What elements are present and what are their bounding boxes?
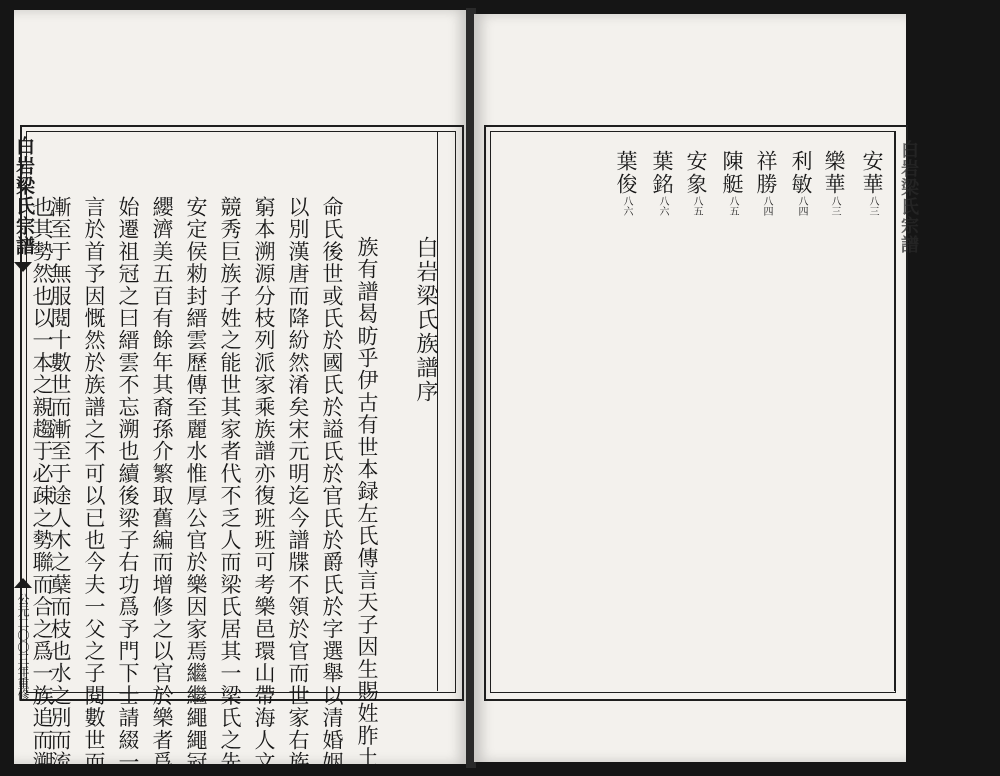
lineage-entry: 葉俊八六 bbox=[614, 150, 638, 216]
right-banner-divider bbox=[894, 131, 895, 691]
preface-title-divider bbox=[437, 131, 438, 691]
preface-column-7: 纓濟美五百有餘年其裔孫介繁取舊編而增修之以官於樂者爲 bbox=[150, 196, 174, 774]
lineage-entry: 陳艇八五 bbox=[720, 150, 744, 216]
lineage-entry: 安華八三 bbox=[860, 150, 884, 216]
lineage-entry: 葉銘八六 bbox=[650, 150, 674, 216]
right-genealogy-banner: 白岩梁氏宗譜 bbox=[898, 140, 919, 254]
preface-column-10: 漸至于無服閱十數世而漸至于途人木之蘖而枝也水之別而流 bbox=[48, 196, 72, 774]
lineage-entry: 樂華八三 bbox=[822, 150, 846, 216]
lineage-entry: 安象八五 bbox=[684, 150, 708, 216]
preface-column-5: 競秀巨族子姓之能世其家者代不乏人而梁氏居其一梁氏之先 bbox=[218, 196, 242, 774]
lineage-entry: 祥勝八四 bbox=[754, 150, 778, 216]
edition-note: 公元二〇〇三年重修 bbox=[16, 593, 30, 701]
preface-column-9: 言於首予因慨然於族譜之不可以已也今夫一父之子閱數世而 bbox=[82, 196, 106, 774]
preface-column-11: 也其勢然也以一本之親趨于必疎之勢聯而合之爲一族追而溯 bbox=[30, 196, 54, 774]
preface-column-8: 始遷祖冠之曰縉雲不忘溯也續後梁子右功爲予門下士請綴一 bbox=[116, 196, 140, 774]
preface-column-2: 命氏後世或氏於國氏於謚氏於官氏於爵氏於字選舉以清婚姻 bbox=[320, 196, 344, 774]
preface-column-6: 安定侯勑封縉雲歷傳至麗水惟厚公官於樂因家焉繼繼繩繩冠 bbox=[184, 196, 208, 774]
preface-column-1: 族有譜曷昉乎伊古有世本録左氏傳言天子因生賜姓胙土 bbox=[355, 236, 379, 769]
preface-title: 白岩梁氏族譜序 bbox=[413, 236, 438, 404]
preface-column-4: 窮本溯源分枝列派家乘族譜亦復班班可考樂邑環山帶海人文 bbox=[252, 196, 276, 774]
lineage-entry: 利敏八四 bbox=[789, 150, 813, 216]
genealogy-title-banner: 白岩梁氏宗譜 bbox=[13, 136, 35, 256]
preface-column-3: 以別漢唐而降紛然淆矣宋元明迄今譜牒不領於官而世家右族 bbox=[286, 196, 310, 774]
